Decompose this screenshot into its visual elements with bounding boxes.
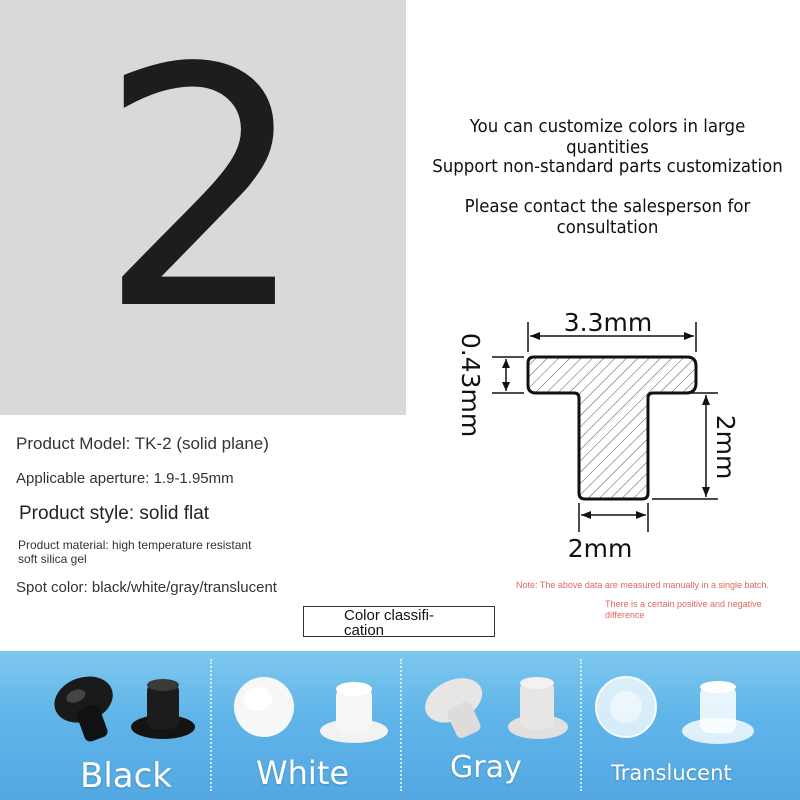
color-classification-label: Color classifi-cation [344,607,435,639]
dimension-diagram [440,295,760,570]
color-label-translucent: Translucent [611,761,732,785]
translucent-plug-image [594,675,774,755]
spec-style: Product style: solid flat [19,503,210,524]
spec-aperture: Applicable aperture: 1.9-1.95mm [16,470,234,487]
divider [400,659,402,791]
white-plug-image [232,673,392,753]
dim-label-top: 3.3mm [563,308,653,337]
divider [580,659,582,791]
promo-line-1: You can customize colors in large quantities [469,116,746,158]
note-measured: Note: The above data are measured manually in a single batch. [516,580,769,590]
spec-spot-color: Spot color: black/white/gray/translucent [16,579,277,596]
spec-material-line2: soft silica gel [18,552,87,566]
color-label-gray: Gray [450,750,522,785]
spec-model: Product Model: TK-2 (solid plane) [16,434,269,453]
promo-line-3: Please contact the salesperson for consultation [464,196,751,238]
note-difference: There is a certain positive and negative difference [605,599,762,620]
dim-label-left: 0.43mm [456,332,485,438]
promo-line-2: Support non-standard parts customization [432,156,783,177]
gray-plug-image [418,669,578,749]
black-plug-image [45,669,195,759]
dim-label-bottom: 2mm [567,534,633,563]
color-label-white: White [256,754,350,792]
color-label-black: Black [80,756,172,796]
color-options-strip [0,651,800,800]
t-profile-shape [528,357,696,499]
divider [210,659,212,791]
product-number: 2 [98,0,308,382]
color-classification-box [303,606,495,637]
dim-label-right: 2mm [711,414,740,480]
spec-material-line1: Product material: high temperature resistant [18,538,252,552]
